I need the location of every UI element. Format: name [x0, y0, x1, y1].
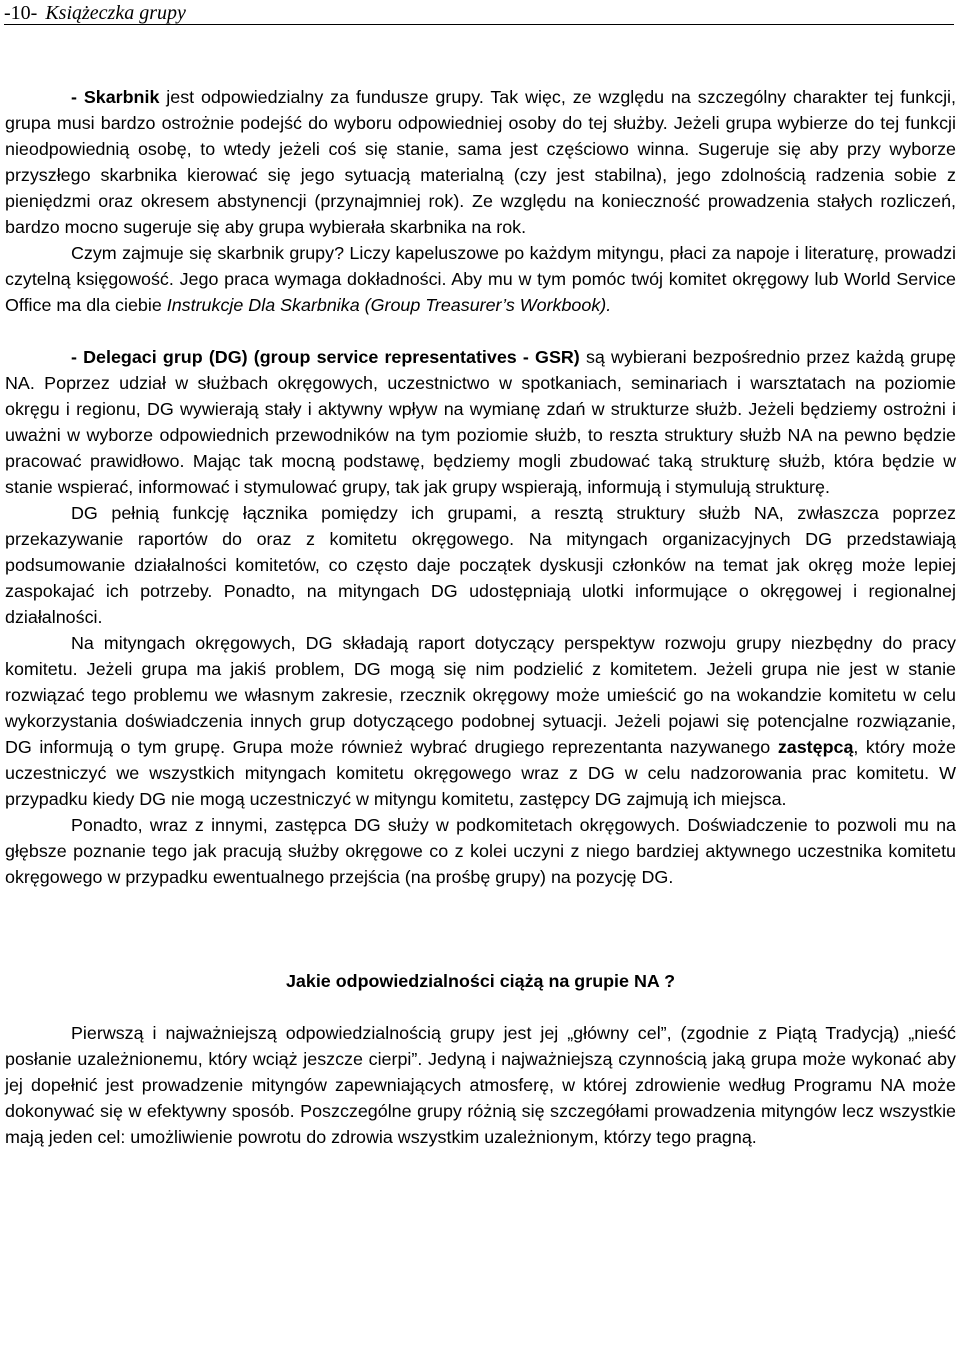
gsr-text: są wybierani bezpośrednio przez każdą grupę NA. Poprzez udział w służbach okręgowych, uczestnictwo w spotkaniach, seminariach i warsztatach na poziomie okręgu i regionu, DG wywierają stały i aktywny wpływ na wymianę zdań w strukturze służb. Jeżeli będziemy ostrożni i uważni w wyborze odpowiednich przewodników na tym poziomie służb, to reszta struktury służb NA na pewno będzie pracować prawidłowo. Mając tak mocną podstawę, będziemy mogli zbudować taką strukturę służb, która będzie w stanie wspierać, informować i stymulować grupy, tak jak grupy wspierają, informują i stymulują strukturę.: [5, 347, 956, 497]
page-header: [4, 2, 954, 25]
treasurer-paragraph: [5, 84, 956, 240]
gsr-district-text-a: Na mityngach okręgowych, DG składają raport dotyczący perspektyw rozwoju grupy niezbędny do pracy komitetu. Jeżeli grupa ma jakiś problem, DG mogą się nim podzielić z komitetem. Jeżeli grupa nie jest w stanie rozwiązać tego problemu we własnym zakresie, rzecznik okręgowy może umieścić go na wokandzie komitetu w celu wykorzystania doświadczenia innych grup dotyczącego podobnej sytuacji. Jeżeli pojawi się potencjalne rozwiązanie, DG informują o tym grupę. Grupa może również wybrać drugiego reprezentanta nazywanego: [5, 633, 956, 757]
treasurer-text: jest odpowiedzialny za fundusze grupy. Tak więc, ze względu na szczególny charakter tej funkcji, grupa musi bardzo ostrożnie podejść do wyboru odpowiedniej osoby do tej służby. Jeżeli grupa wybierze do tej funkcji nieodpowiednią osobę, to wtedy jeżeli coś się stanie, sama jest częściowo winna. Sugeruje się aby przy wyborze przyszłego skarbnika kierować się jego sytuacją materialną (czy jest stabilna), jego zdolnością radzenia sobie z pieniędzmi oraz okresem abstynencji (przynajmniej rok). Ze względu na konieczność prowadzenia stałych rozliczeń, bardzo mocno sugeruje się aby grupa wybierała skarbnika na rok.: [5, 87, 956, 237]
treasurer-workbook-title: Instrukcje Dla Skarbnika (Group Treasurer’s Workbook).: [166, 295, 612, 315]
gsr-district-paragraph: [5, 630, 956, 812]
gsr-paragraph: [5, 344, 956, 500]
treasurer-duties-paragraph: [5, 240, 956, 318]
treasurer-duties-text: Czym zajmuje się skarbnik grupy? Liczy kapeluszowe po każdym mityngu, płaci za napoje i literaturę, prowadzi czytelną księgowość. Jego praca wymaga dokładności. Aby mu w tym pomóc twój komitet okręgowy lub World Service Office ma dla ciebie: [5, 243, 956, 315]
alternate-term: zastępcą: [777, 737, 854, 757]
gsr-term: - Delegaci grup (DG) (group service representatives - GSR): [71, 347, 580, 367]
treasurer-term: - Skarbnik: [71, 87, 160, 107]
page-number: -10-: [4, 2, 38, 24]
document-title: Książeczka grupy: [45, 2, 186, 24]
page-body: [5, 58, 956, 1150]
gsr-liaison-paragraph: DG pełnią funkcję łącznika pomiędzy ich grupami, a resztą struktury służb NA, zwłaszcza poprzez przekazywanie raportów do oraz z komitetu okręgowego. Na mityngach organizacyjnych DG przedstawiają podsumowanie działalności komitetów, co często daje początek dyskusji członków na temat jak okręg może lepiej zaspokajać ich potrzeby. Ponadto, na mityngach DG udostępniają ulotki informujące o okręgowej i regionalnej działalności.: [5, 503, 956, 627]
gsr-district-text-b: , który może uczestniczyć we wszystkich mityngach komitetu okręgowego wraz z DG w celu nadzorowania prac komitetu. W przypadku kiedy DG nie mogą uczestniczyć w mityngu komitetu, zastępcy DG zajmują ich miejsca.: [5, 737, 956, 809]
gsr-alternate-paragraph: Ponadto, wraz z innymi, zastępca DG służy w podkomitetach okręgowych. Doświadczenie to pozwoli mu na głębsze poznanie tego jak pracują służby okręgowe co z kolei uczyni z niego bardziej aktywnego uczestnika komitetu okręgowego w przypadku ewentualnego przejścia (na prośbę grupy) na pozycję DG.: [5, 815, 956, 887]
responsibilities-paragraph: Pierwszą i najważniejszą odpowiedzialnością grupy jest jej „główny cel”, (zgodnie z Piątą Tradycją) „nieść posłanie uzależnionemu, który wciąż jeszcze cierpi”. Jedyną i najważniejszą czynnością jaką grupa może wykonać aby jej dopełnić jest prowadzenie mityngów zapewniających atmosferę, w której zdrowienie według Programu NA może dokonywać się w efektywny sposób. Poszczególne grupy różnią się szczegółami prowadzenia mityngów lecz wszystkie mają jeden cel: umożliwienie powrotu do zdrowia wszystkim uzależnionym, którzy tego pragną.: [5, 1023, 956, 1147]
section-heading: Jakie odpowiedzialności ciążą na grupie NA ?: [285, 971, 676, 991]
